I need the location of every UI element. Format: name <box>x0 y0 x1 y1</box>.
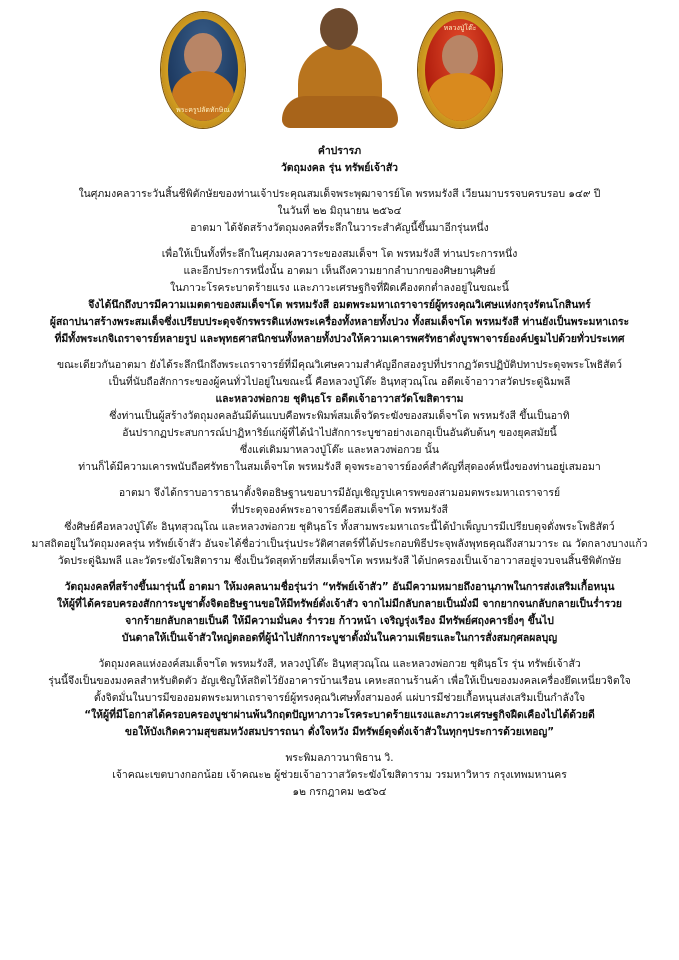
paragraph-line: ตั้งจิตมั่นในบารมีของอมตพระมหาเถราจารย์ผู้ทรงคุณวิเศษทั้งสามองค์ แผ่บารมีช่วยเกื้อหนุนส่งเสริมเป็นกำลังใจ <box>93 692 586 704</box>
paragraph-line: อาตมา ได้จัดสร้างวัตถุมงคลที่ระลึกในวาระสำคัญนี้ขึ้นมาอีกรุ่นหนึ่ง <box>190 222 489 234</box>
signature-title: เจ้าคณะเขตบางกอกน้อย เจ้าคณะ๒ ผู้ช่วยเจ้าอาวาสวัดระฆังโฆสิตาราม วรมหาวิหาร กรุงเทพมหานคร <box>112 769 567 781</box>
header-photos <box>0 4 679 134</box>
paragraph-line: ผู้สถาปนาสร้างพระสมเด็จซึ่งเปรียบประดุจจักรพรรดิแห่งพระเครื่องทั้งหลายทั้งปวง ทั้งสมเด็จฯโต พรหมรังสี ท่านยังเป็นพระมหาเถระ <box>49 316 630 328</box>
center-monk-statue <box>282 4 398 132</box>
paragraph-line: ขอให้บังเกิดความสุขสมหวังสมปรารถนา ดั่งใจหวัง มีทรัพย์ดุจดั่งเจ้าสัวในทุกๆประการด้วยเทอญ” <box>124 726 555 738</box>
paragraph-line: ซึ่งท่านเป็นผู้สร้างวัตถุมงคลอันมีต้นแบบคือพระพิมพ์สมเด็จวัดระฆังของสมเด็จฯโต พรหมรังสี ขึ้นเป็นอาทิ <box>109 410 570 422</box>
paragraph-line: ในภาวะโรคระบาดร้ายแรง และภาวะเศรษฐกิจที่ฝืดเคืองตกต่ำลงอยู่ในขณะนี้ <box>170 282 509 294</box>
title: คำปรารภ <box>317 145 362 157</box>
paragraph-line: จึงได้นึกถึงบารมีความเมตตาของสมเด็จฯโต พรหมรังสี อมตพระมหาเถราจารย์ผู้ทรงคุณวิเศษแห่งกรุงรัตนโกสินทร์ <box>88 299 591 311</box>
right-portrait-caption: หลวงปู่โต๊ะ <box>443 24 477 32</box>
paragraph-line: “ให้ผู้ที่มีโอกาสได้ครอบครองบูชาผ่านพ้นวิกฤตปัญหาภาวะโรคระบาดร้ายแรงและภาวะเศรษฐกิจฝืดเคืองไปได้ด้วยดี <box>84 709 595 721</box>
paragraph-line: ขณะเดียวกันอาตมา ยังได้ระลึกนึกถึงพระเถราจารย์ที่มีคุณวิเศษความสำคัญอีกสองรูปที่ปรากฏวัตรปฏิบัติปทาประดุจพระโพธิสัตว์ <box>56 359 623 371</box>
paragraph-line: ให้ผู้ที่ได้ครอบครองสักการะบูชาตั้งจิตอธิษฐานขอให้มีทรัพย์ดั่งเจ้าสัว จากไม่มีกลับกลายเป็นมั่งมี จากยากจนกลับกลายเป็นร่ำรวย <box>56 598 623 610</box>
subtitle: วัตถุมงคล รุ่น ทรัพย์เจ้าสัว <box>280 162 399 174</box>
left-monk-portrait <box>161 12 245 128</box>
paragraph-line: ในศุภมงคลวาระวันสิ้นชีพิตักษัยของท่านเจ้าประคุณสมเด็จพระพุฒาจารย์โต พรหมรังสี เวียนมาบรรจบครบรอบ ๑๔๙ ปี <box>78 188 601 200</box>
paragraph-line: และอีกประการหนึ่งนั้น อาตมา เห็นถึงความยากลำบากของศิษยานุศิษย์ <box>183 265 496 277</box>
paragraph-line: วัดประดู่ฉิมพลี และวัดระฆังโฆสิตาราม ซึ่งเป็นวัดสุดท้ายที่สมเด็จฯโต พรหมรังสี ได้ปกครองเป็นเจ้าอาวาสอยู่จวบจนสิ้นชีพิตักษัย <box>57 555 622 567</box>
paragraph-line: มาสถิตอยู่ในวัตถุมงคลรุ่น ทรัพย์เจ้าสัว อันจะได้ชื่อว่าเป็นรุ่นประวัติศาสตร์ที่ได้ประกอบพิธีประจุพลังพุทธคุณถึงสามวาระ ณ วัดกลางบางแก้ว <box>31 538 648 550</box>
paragraph-line: อันปรากฏประสบการณ์ปาฏิหาริย์แก่ผู้ที่ได้นำไปสักการะบูชาอย่างเอกอุเป็นอันดับต้นๆ ของยุคสมัยนี้ <box>122 427 557 439</box>
paragraph-line: รุ่นนี้จึงเป็นของมงคลสำหรับติดตัว อัญเชิญให้สถิตไว้ยังอาคารบ้านเรือน เคหะสถานร้านค้า เพื่อให้เป็นของมงคลเครื่องยึดเหนี่ยวจิตใจ <box>48 675 631 687</box>
paragraph-line: ท่านก็ได้มีความเคารพนับถือศรัทธาในสมเด็จฯโต พรหมรังสี ดุจพระอาจารย์องค์สำคัญที่สุดองค์หนึ่งของท่านอยู่เสมอมา <box>78 461 601 473</box>
paragraph-line: วัตถุมงคลที่สร้างขึ้นมารุ่นนี้ อาตมา ให้มงคลนามชื่อรุ่นว่า “ทรัพย์เจ้าสัว” อันมีความหมายถึงอานุภาพในการส่งเสริมเกื้อหนุน <box>64 581 615 593</box>
paragraph-line: วัตถุมงคลแห่งองค์สมเด็จฯโต พรหมรังสี, หลวงปู่โต๊ะ อินฺทสุวณฺโณ และหลวงพ่อกวย ชุตินฺธโร รุ่น ทรัพย์เจ้าสัว <box>98 658 581 670</box>
paragraph-line: จากร้ายกลับกลายเป็นดี ให้มีความมั่นคง ร่ำรวย ก้าวหน้า เจริญรุ่งเรือง มีทรัพย์ศฤงคารยิ่งๆ ขึ้นไป <box>125 615 554 627</box>
paragraph-line: ซึ่งแต่เดิมมาหลวงปู่โต๊ะ และหลวงพ่อกวย นั้น <box>240 444 439 456</box>
paragraph-line: ที่ประดุจองค์พระอาจารย์คือสมเด็จฯโต พรหมรังสี <box>231 504 448 516</box>
paragraph-line: เป็นที่นับถือสักการะของผู้คนทั่วไปอยู่ในขณะนี้ คือหลวงปู่โต๊ะ อินฺทสุวณฺโณ อดีตเจ้าอาวาสวัดประดู่ฉิมพลี <box>108 376 571 388</box>
signature-name: พระพิมลภาวนาพิธาน วิ. <box>285 752 394 764</box>
paragraph-line: อาตมา จึงได้กราบอาราธนาตั้งจิตอธิษฐานขอบารมีอัญเชิญรูปเคารพของสามอมตพระมหาเถราจารย์ <box>118 487 561 499</box>
signature-date: ๑๒ กรกฎาคม ๒๕๖๔ <box>292 786 387 798</box>
paragraph-line: ในวันที่ ๒๒ มิถุนายน ๒๕๖๔ <box>277 205 402 217</box>
paragraph-line: ซึ่งศิษย์คือหลวงปู่โต๊ะ อินฺทสุวณฺโณ และหลวงพ่อกวย ชุตินฺธโร ทั้งสามพระมหาเถระนี้ได้บำเพ็ญบารมีเปรียบดุจดั่งพระโพธิสัตว์ <box>64 521 615 533</box>
paragraph-line: บันดาลให้เป็นเจ้าสัวใหญ่ตลอดที่ผู้นำไปสักการะบูชาตั้งมั่นในความเพียรและในการสั่งสมกุศลผลบุญ <box>121 632 558 644</box>
right-monk-portrait <box>418 12 502 128</box>
document-body <box>0 143 679 801</box>
left-portrait-caption: พระครูปลัดทักษิณ <box>176 106 230 114</box>
paragraph-line: และหลวงพ่อกวย ชุตินฺธโร อดีตเจ้าอาวาสวัดโฆสิตาราม <box>215 393 464 405</box>
paragraph-line: ที่มีทั้งพระเกจิเถราจารย์หลายรูป และพุทธศาสนิกชนทั้งหลายทั้งปวงให้ความเคารพศรัทธาดั่งบูรพาจารย์องค์ปฐมไปด้วยทั่วประเทศ <box>54 333 625 345</box>
paragraph-line: เพื่อให้เป็นทั้งที่ระลึกในศุภมงคลวาระของสมเด็จฯ โต พรหมรังสี ท่านประการหนึ่ง <box>161 248 518 260</box>
